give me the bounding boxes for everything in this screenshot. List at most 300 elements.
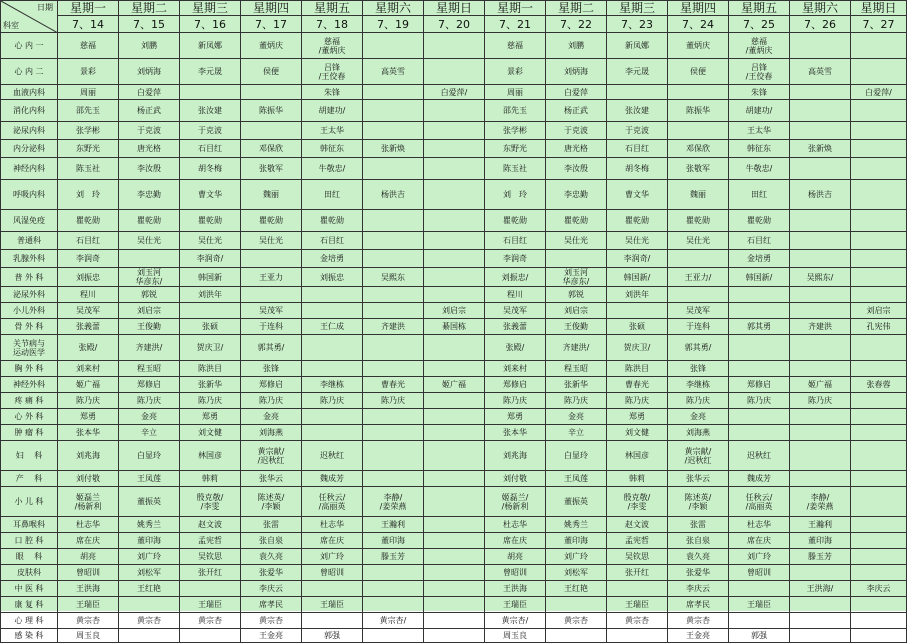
schedule-row [1, 232, 907, 250]
doctor-cell [790, 613, 851, 629]
doctor-cell [851, 59, 907, 85]
doctor-cell: 席在庆 [58, 533, 119, 549]
doctor-cell: 刘广玲 [119, 549, 180, 565]
doctor-cell [729, 613, 790, 629]
doctor-cell: 杜志华 [58, 517, 119, 533]
doctor-cell: 朱锋 [729, 85, 790, 100]
doctor-cell: 曾昭训 [729, 565, 790, 581]
doctor-cell: 郑勇 [58, 409, 119, 425]
department-cell: 肿 瘤 科 [1, 425, 58, 441]
schedule-row [1, 487, 907, 517]
doctor-cell: 姬广福 [790, 377, 851, 393]
corner-date-label: 日期 [37, 3, 53, 12]
doctor-cell [851, 471, 907, 487]
doctor-cell: 李元晟 [180, 59, 241, 85]
doctor-cell: 刘文健 [607, 425, 668, 441]
doctor-cell [424, 565, 485, 581]
doctor-cell [424, 533, 485, 549]
doctor-cell: 黄宗献/ /迟秋红 [668, 441, 729, 471]
doctor-cell: 刘振忠 [302, 268, 363, 287]
doctor-cell [241, 122, 302, 140]
doctor-cell: 张华云 [241, 471, 302, 487]
doctor-cell: 白爱萍/ [424, 85, 485, 100]
doctor-cell: 高英雪 [790, 59, 851, 85]
doctor-cell: 刘付敬 [58, 471, 119, 487]
doctor-cell: 张爱华 [241, 565, 302, 581]
department-cell: 普 外 科 [1, 268, 58, 287]
doctor-cell: 刘文健 [180, 425, 241, 441]
weekday-header-cell: 星期五 [729, 1, 790, 16]
doctor-cell: 周玉良 [485, 629, 546, 643]
doctor-cell: 田红 [729, 180, 790, 210]
department-cell: 眼 科 [1, 549, 58, 565]
doctor-cell: 齐建洪 [363, 319, 424, 335]
doctor-cell: 陈乃庆 [363, 393, 424, 409]
department-cell: 耳鼻喉科 [1, 517, 58, 533]
doctor-cell: 孟宪哲 [607, 533, 668, 549]
doctor-cell [363, 441, 424, 471]
doctor-cell [363, 597, 424, 613]
doctor-cell: 慈福 /董炳庆 [729, 33, 790, 59]
doctor-cell: 王瑞臣 [180, 597, 241, 613]
doctor-cell: 郑勇 [607, 409, 668, 425]
doctor-cell: 王瑞臣 [302, 597, 363, 613]
doctor-cell: 吴茂军 [668, 303, 729, 319]
doctor-cell: 韩征东 [729, 140, 790, 158]
doctor-cell: 胡建功/ [729, 100, 790, 122]
doctor-cell: 牛敬忠/ [729, 158, 790, 180]
doctor-cell: 辛立 [546, 425, 607, 441]
doctor-cell: 李忠勤 [119, 180, 180, 210]
weekday-header-cell: 星期二 [119, 1, 180, 16]
doctor-cell: 邓保欣 [668, 140, 729, 158]
weekday-header-cell: 星期日 [851, 1, 907, 16]
doctor-cell [363, 335, 424, 361]
doctor-cell: 白显玲 [546, 441, 607, 471]
doctor-cell [424, 210, 485, 232]
doctor-cell [546, 597, 607, 613]
doctor-cell: 王太华 [302, 122, 363, 140]
doctor-cell: 袁久亮 [668, 549, 729, 565]
doctor-cell: 刘洪年 [180, 287, 241, 303]
doctor-cell: 刘振忠 [58, 268, 119, 287]
doctor-cell: 齐建洪/ [546, 335, 607, 361]
doctor-cell: 侯便 [668, 59, 729, 85]
doctor-cell: 黄宗杏 [546, 613, 607, 629]
doctor-cell: 贺庆卫/ [607, 335, 668, 361]
weekday-header-cell: 星期日 [424, 1, 485, 16]
schedule-row [1, 158, 907, 180]
schedule-row [1, 549, 907, 565]
doctor-cell [119, 250, 180, 268]
doctor-cell: 吴仕光 [119, 232, 180, 250]
doctor-cell: 董炳庆 [241, 33, 302, 59]
doctor-cell: 姬磊兰 /杨新利 [58, 487, 119, 517]
doctor-cell: 王凤莲 [119, 471, 180, 487]
doctor-cell [363, 425, 424, 441]
doctor-cell: 孟宪哲 [180, 533, 241, 549]
doctor-cell: 陈玉社 [58, 158, 119, 180]
doctor-cell: 刘炳海 [119, 59, 180, 85]
doctor-cell: 张新焕 [790, 140, 851, 158]
doctor-cell: 东野光 [58, 140, 119, 158]
doctor-cell [851, 268, 907, 287]
schedule-row [1, 210, 907, 232]
doctor-cell [790, 597, 851, 613]
doctor-cell: 王亚力/ [668, 268, 729, 287]
doctor-cell: 陈乃庆 [668, 393, 729, 409]
doctor-cell [180, 581, 241, 597]
doctor-cell: 白爱萍 [119, 85, 180, 100]
doctor-cell [851, 549, 907, 565]
doctor-cell: 李庆云 [851, 581, 907, 597]
doctor-cell: 慈福 /董炳庆 [302, 33, 363, 59]
schedule-row [1, 100, 907, 122]
doctor-cell: 刘鹏 [119, 33, 180, 59]
schedule-row [1, 303, 907, 319]
doctor-cell [851, 250, 907, 268]
doctor-cell: 李润奇 [58, 250, 119, 268]
doctor-cell [424, 549, 485, 565]
doctor-cell [729, 581, 790, 597]
doctor-cell [668, 250, 729, 268]
doctor-cell [363, 122, 424, 140]
doctor-cell [851, 210, 907, 232]
doctor-cell [302, 335, 363, 361]
date-header-cell: 7、21 [485, 16, 546, 33]
doctor-cell: 张自泉 [241, 533, 302, 549]
doctor-cell: 张義蕾 [58, 319, 119, 335]
doctor-cell: 董印海 [790, 533, 851, 549]
doctor-cell: 刘兆海 [58, 441, 119, 471]
doctor-cell: 吴仕光 [668, 232, 729, 250]
department-cell: 口 腔 科 [1, 533, 58, 549]
schedule-row [1, 377, 907, 393]
doctor-cell [851, 629, 907, 643]
doctor-cell: 贺庆卫/ [180, 335, 241, 361]
department-cell: 小儿外科 [1, 303, 58, 319]
doctor-cell: 张学彬 [58, 122, 119, 140]
doctor-cell: 胡冬梅 [180, 158, 241, 180]
doctor-cell: 李润奇/ [180, 250, 241, 268]
doctor-cell [424, 59, 485, 85]
doctor-cell: 韩国新/ [729, 268, 790, 287]
doctor-cell [851, 441, 907, 471]
department-cell: 泌尿内科 [1, 122, 58, 140]
schedule-row [1, 409, 907, 425]
doctor-cell: 于克波 [607, 122, 668, 140]
date-header-cell: 7、14 [58, 16, 119, 33]
doctor-cell: 杨正武 [119, 100, 180, 122]
doctor-cell: 刘启宗 [546, 303, 607, 319]
doctor-cell: 赵文波 [180, 517, 241, 533]
doctor-cell [790, 210, 851, 232]
schedule-row [1, 597, 907, 613]
doctor-cell: 石目红 [485, 232, 546, 250]
doctor-cell [302, 581, 363, 597]
doctor-cell: 朱锋 [302, 85, 363, 100]
doctor-cell: 陈乃庆 [546, 393, 607, 409]
date-header-row [1, 16, 907, 33]
doctor-cell: 慈福 [58, 33, 119, 59]
doctor-cell: 王红艳 [119, 581, 180, 597]
doctor-cell: 任秋云/ /高丽英 [729, 487, 790, 517]
doctor-cell [546, 250, 607, 268]
doctor-cell: 郭锐 [546, 287, 607, 303]
doctor-cell [790, 335, 851, 361]
date-header-cell: 7、16 [180, 16, 241, 33]
weekday-header-row [1, 1, 907, 16]
doctor-cell: 唐光格 [546, 140, 607, 158]
doctor-cell [607, 85, 668, 100]
doctor-cell: 黄宗杏 [607, 613, 668, 629]
doctor-cell [424, 335, 485, 361]
doctor-cell: 陈乃庆 [241, 393, 302, 409]
doctor-cell [424, 250, 485, 268]
doctor-cell: 席在庆 [302, 533, 363, 549]
doctor-cell [363, 629, 424, 643]
doctor-cell [790, 471, 851, 487]
doctor-cell: 董印海 [119, 533, 180, 549]
date-header-cell: 7、25 [729, 16, 790, 33]
department-cell: 胸 外 科 [1, 361, 58, 377]
doctor-cell: 张自泉 [668, 533, 729, 549]
doctor-cell: 魏成芳 [729, 471, 790, 487]
doctor-cell [424, 613, 485, 629]
doctor-cell [424, 441, 485, 471]
doctor-cell: 王太华 [729, 122, 790, 140]
schedule-row [1, 393, 907, 409]
doctor-cell: 杜志华 [302, 517, 363, 533]
doctor-cell [790, 287, 851, 303]
doctor-cell: 郭强 [729, 629, 790, 643]
doctor-cell: 郑勇 [180, 409, 241, 425]
weekday-header-cell: 星期三 [607, 1, 668, 16]
doctor-cell: 李庆云 [668, 581, 729, 597]
department-cell: 风湿免疫 [1, 210, 58, 232]
schedule-row [1, 180, 907, 210]
doctor-cell [241, 287, 302, 303]
doctor-cell: 李汝殷 [119, 158, 180, 180]
date-header-cell: 7、24 [668, 16, 729, 33]
doctor-cell: 周丽 [485, 85, 546, 100]
department-cell: 神经内科 [1, 158, 58, 180]
doctor-cell: 曾昭训 [58, 565, 119, 581]
doctor-cell: 刘炳海 [546, 59, 607, 85]
doctor-cell: 刘来村 [485, 361, 546, 377]
schedule-row [1, 319, 907, 335]
doctor-cell: 瞿乾勋 [302, 210, 363, 232]
doctor-cell [790, 122, 851, 140]
doctor-cell: 金培勇 [302, 250, 363, 268]
doctor-cell: 陈乃庆 [119, 393, 180, 409]
schedule-row [1, 250, 907, 268]
doctor-cell: 曹文华 [607, 180, 668, 210]
doctor-cell: 张敬军 [241, 158, 302, 180]
doctor-cell [790, 100, 851, 122]
doctor-cell: 刘海燕 [668, 425, 729, 441]
weekday-header-cell: 星期三 [180, 1, 241, 16]
doctor-cell: 黄宗献/ /迟秋红 [241, 441, 302, 471]
doctor-cell: 王洪海/ [790, 581, 851, 597]
date-header-cell: 7、23 [607, 16, 668, 33]
doctor-cell: 郭其勇/ [241, 335, 302, 361]
doctor-cell: 吴仕光 [241, 232, 302, 250]
doctor-cell: 姬广福 [424, 377, 485, 393]
doctor-cell [790, 232, 851, 250]
doctor-cell [790, 565, 851, 581]
doctor-cell: 瞿乾勋 [180, 210, 241, 232]
doctor-cell: 王金亮 [668, 629, 729, 643]
doctor-cell: 吴熙东/ [790, 268, 851, 287]
doctor-cell: 张本华 [485, 425, 546, 441]
doctor-cell: 陈乃庆 [790, 393, 851, 409]
doctor-cell: 白显玲 [119, 441, 180, 471]
date-header-cell: 7、26 [790, 16, 851, 33]
doctor-cell: 陈洪目 [607, 361, 668, 377]
doctor-cell [180, 85, 241, 100]
doctor-cell [363, 85, 424, 100]
doctor-cell [363, 303, 424, 319]
doctor-cell: 张开红 [180, 565, 241, 581]
doctor-cell: 瞿乾勋 [668, 210, 729, 232]
doctor-cell [363, 33, 424, 59]
doctor-cell [790, 250, 851, 268]
doctor-cell [851, 287, 907, 303]
doctor-cell: 迟秋红 [302, 441, 363, 471]
doctor-cell: 吕锋 /王佼春 [729, 59, 790, 85]
doctor-cell: 滕玉芳 [790, 549, 851, 565]
doctor-cell: 石目红 [729, 232, 790, 250]
doctor-cell: 赵文波 [607, 517, 668, 533]
doctor-cell [668, 85, 729, 100]
doctor-cell: 瞿乾勋 [241, 210, 302, 232]
doctor-cell [424, 361, 485, 377]
doctor-cell: 林国彦 [607, 441, 668, 471]
doctor-cell [790, 303, 851, 319]
doctor-cell: 李忠勤 [546, 180, 607, 210]
doctor-cell: 辛立 [119, 425, 180, 441]
doctor-cell: 袁久亮 [241, 549, 302, 565]
doctor-cell: 刘 玲 [485, 180, 546, 210]
doctor-cell [790, 425, 851, 441]
doctor-cell: 李静/ /姜荣燕 [790, 487, 851, 517]
doctor-cell [424, 629, 485, 643]
corner-dept-label: 科室 [3, 21, 19, 30]
doctor-cell: 东野光 [485, 140, 546, 158]
department-cell: 中 医 科 [1, 581, 58, 597]
weekday-header-cell: 星期四 [668, 1, 729, 16]
doctor-cell [424, 471, 485, 487]
doctor-cell: 王金亮 [241, 629, 302, 643]
doctor-cell: 石目红 [607, 140, 668, 158]
doctor-cell: 李润奇/ [607, 250, 668, 268]
doctor-cell: 张敬军 [668, 158, 729, 180]
doctor-cell: 刘松军 [546, 565, 607, 581]
doctor-cell: 金培勇 [729, 250, 790, 268]
doctor-cell: 张爱华 [668, 565, 729, 581]
doctor-cell [729, 303, 790, 319]
doctor-cell [241, 85, 302, 100]
doctor-cell: 王俊勤 [546, 319, 607, 335]
doctor-cell: 刘启宗 [851, 303, 907, 319]
schedule-row [1, 361, 907, 377]
doctor-cell: 张本华 [58, 425, 119, 441]
doctor-cell: 韩国新 [180, 268, 241, 287]
doctor-cell [363, 100, 424, 122]
doctor-cell [851, 425, 907, 441]
doctor-cell: 王凤莲 [546, 471, 607, 487]
doctor-cell: 石目红 [58, 232, 119, 250]
doctor-cell [851, 409, 907, 425]
schedule-row [1, 441, 907, 471]
doctor-cell: 陈振华 [241, 100, 302, 122]
doctor-cell: 张春蓉 [851, 377, 907, 393]
date-header-cell: 7、20 [424, 16, 485, 33]
doctor-cell [851, 565, 907, 581]
doctor-cell: 吴熙东 [363, 268, 424, 287]
doctor-cell: 黄宗杏 [119, 613, 180, 629]
doctor-cell: 韩莉 [607, 471, 668, 487]
doctor-cell: 陈玉社 [485, 158, 546, 180]
doctor-cell [424, 33, 485, 59]
doctor-cell [424, 287, 485, 303]
doctor-cell [851, 613, 907, 629]
doctor-cell [119, 629, 180, 643]
doctor-cell [424, 409, 485, 425]
doctor-cell [302, 425, 363, 441]
doctor-cell: 侯便 [241, 59, 302, 85]
date-header-cell: 7、27 [851, 16, 907, 33]
doctor-cell: 张硕 [180, 319, 241, 335]
doctor-cell: 陈洪目 [180, 361, 241, 377]
doctor-cell [790, 629, 851, 643]
doctor-cell: 胡亮 [58, 549, 119, 565]
doctor-cell: 陈振华 [668, 100, 729, 122]
doctor-cell [424, 425, 485, 441]
doctor-cell: 于克波 [546, 122, 607, 140]
doctor-cell [790, 441, 851, 471]
doctor-cell: 邵先玉 [485, 100, 546, 122]
doctor-cell: 金亮 [119, 409, 180, 425]
doctor-cell: 张新华 [546, 377, 607, 393]
doctor-cell: 吴钦思 [180, 549, 241, 565]
doctor-cell: 魏丽 [241, 180, 302, 210]
doctor-cell: 杜志华 [485, 517, 546, 533]
doctor-cell [729, 425, 790, 441]
schedule-row [1, 565, 907, 581]
doctor-cell: 郑修启 [119, 377, 180, 393]
doctor-cell [607, 581, 668, 597]
doctor-cell: 陈乃庆 [729, 393, 790, 409]
doctor-cell [790, 33, 851, 59]
doctor-cell: 于连科 [241, 319, 302, 335]
doctor-cell: 程川 [58, 287, 119, 303]
doctor-cell: 魏成芳 [302, 471, 363, 487]
department-cell: 骨 外 科 [1, 319, 58, 335]
doctor-cell: 郑修启 [241, 377, 302, 393]
doctor-cell: 韩征东 [302, 140, 363, 158]
doctor-cell: 金亮 [241, 409, 302, 425]
doctor-cell: 吴茂军 [241, 303, 302, 319]
doctor-cell: 刘玉河 华彦东/ [546, 268, 607, 287]
department-cell: 小 儿 科 [1, 487, 58, 517]
doctor-cell [424, 393, 485, 409]
doctor-cell: 黄宗杏/ [485, 613, 546, 629]
schedule-row [1, 287, 907, 303]
doctor-cell: 刘兆海 [485, 441, 546, 471]
doctor-cell [180, 303, 241, 319]
